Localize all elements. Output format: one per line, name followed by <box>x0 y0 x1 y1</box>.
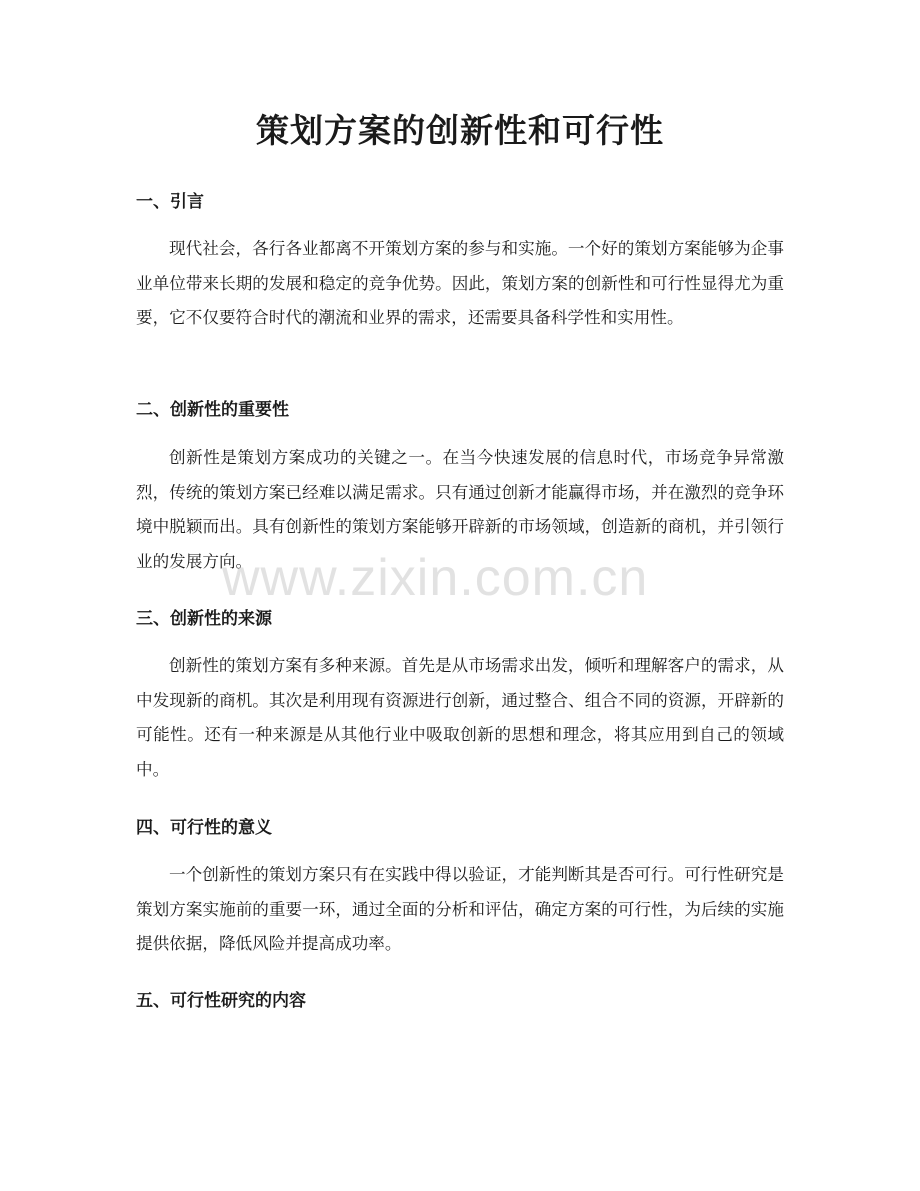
section-paragraph-innovation-sources: 创新性的策划方案有多种来源。首先是从市场需求出发，倾听和理解客户的需求，从中发现新的商机。其次是利用现有资源进行创新，通过整合、组合不同的资源，开辟新的可能性。还有一种来源是从其他行业中吸取创新的思想和理念，将其应用到自己的领域中。 <box>136 656 784 779</box>
section-heading-feasibility-meaning: 四、可行性的意义 <box>136 818 272 838</box>
document-title: 策划方案的创新性和可行性 <box>256 111 664 150</box>
section-paragraph-feasibility-meaning: 一个创新性的策划方案只有在实践中得以验证，才能判断其是否可行。可行性研究是策划方案实施前的重要一环，通过全面的分析和评估，确定方案的可行性，为后续的实施提供依据，降低风险并提高成功率。 <box>136 865 784 954</box>
section-heading-feasibility-study: 五、可行性研究的内容 <box>136 991 306 1011</box>
section-paragraph-intro: 现代社会，各行各业都离不开策划方案的参与和实施。一个好的策划方案能够为企事业单位带来长期的发展和稳定的竞争优势。因此，策划方案的创新性和可行性显得尤为重要，它不仅要符合时代的潮流和业界的需求，还需要具备科学性和实用性。 <box>136 239 784 328</box>
section-heading-innovation-importance: 二、创新性的重要性 <box>136 400 289 420</box>
section-paragraph-innovation-importance: 创新性是策划方案成功的关键之一。在当今快速发展的信息时代，市场竞争异常激烈，传统的策划方案已经难以满足需求。只有通过创新才能赢得市场，并在激烈的竞争环境中脱颖而出。具有创新性的策划方案能够开辟新的市场领域，创造新的商机，并引领行业的发展方向。 <box>136 448 784 571</box>
watermark: www.zixin.com.cn <box>222 549 649 607</box>
section-heading-intro: 一、引言 <box>136 192 204 212</box>
section-heading-innovation-sources: 三、创新性的来源 <box>136 609 272 629</box>
